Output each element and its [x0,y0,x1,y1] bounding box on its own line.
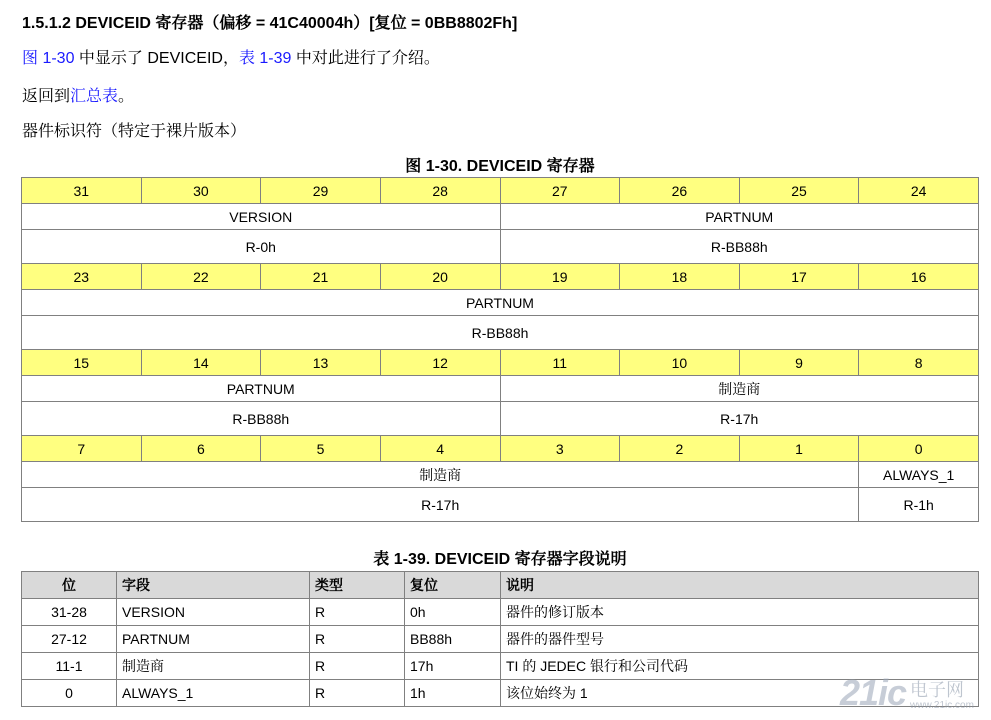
register-field-access: R-0h [22,230,501,264]
bit-number-cell: 31 [22,178,142,204]
bit-number-cell: 23 [22,264,142,290]
col-header-reset: 复位 [405,572,501,599]
register-description: 器件标识符（特定于裸片版本） [22,123,247,140]
bit-number-cell: 7 [22,436,142,462]
cell-type: R [310,680,405,707]
bit-number-cell: 21 [261,264,381,290]
watermark-cn-text: 电子网 [910,680,964,700]
bit-number-cell: 27 [500,178,620,204]
bit-number-row [22,264,979,290]
bit-number-row [22,436,979,462]
field-name-row [22,204,979,230]
bit-number-cell: 22 [141,264,261,290]
bit-number-cell: 18 [620,264,740,290]
field-name-row [22,462,979,488]
bit-number-cell: 14 [141,350,261,376]
cell-type: R [310,626,405,653]
bit-number-cell: 29 [261,178,381,204]
field-description-table [21,571,979,707]
register-field-name: VERSION [22,204,501,230]
table-header-row [22,572,979,599]
col-header-field: 字段 [117,572,310,599]
table-row [22,626,979,653]
cell-reset: 0h [405,599,501,626]
field-access-row [22,316,979,350]
cell-bit: 27-12 [22,626,117,653]
register-field-access: R-BB88h [500,230,979,264]
bit-number-cell: 5 [261,436,381,462]
bit-number-cell: 3 [500,436,620,462]
figure-link[interactable]: 图 1-30 [22,50,75,67]
bit-number-cell: 4 [380,436,500,462]
bit-number-cell: 28 [380,178,500,204]
bit-number-cell: 17 [739,264,859,290]
field-name-row [22,376,979,402]
cell-description: 器件的修订版本 [501,599,979,626]
register-field-access: R-1h [859,488,979,522]
field-name-row [22,290,979,316]
bit-number-cell: 20 [380,264,500,290]
table-row [22,680,979,707]
bit-number-row [22,178,979,204]
register-field-name: PARTNUM [500,204,979,230]
bit-number-cell: 0 [859,436,979,462]
cell-field: 制造商 [117,653,310,680]
bit-number-cell: 24 [859,178,979,204]
cell-type: R [310,653,405,680]
bit-number-row [22,350,979,376]
table-caption: 表 1-39. DEVICEID 寄存器字段说明 [373,551,627,568]
back-paragraph [22,83,134,106]
intro-text-end: 中对此进行了介绍。 [291,50,440,67]
bit-number-cell: 19 [500,264,620,290]
back-suffix: 。 [118,88,135,105]
cell-bit: 31-28 [22,599,117,626]
register-field-access: R-BB88h [22,316,979,350]
cell-reset: 17h [405,653,501,680]
table-link[interactable]: 表 1-39 [238,50,292,67]
bit-number-cell: 6 [141,436,261,462]
intro-paragraph [22,45,440,68]
cell-field: PARTNUM [117,626,310,653]
bit-number-cell: 1 [739,436,859,462]
table-row [22,599,979,626]
register-diagram [21,177,979,522]
section-heading: 1.5.1.2 DEVICEID 寄存器（偏移 = 41C40004h）[复位 = 0BB8802Fh] [22,15,518,32]
register-field-access: R-17h [500,402,979,436]
bit-number-cell: 9 [739,350,859,376]
col-header-description: 说明 [501,572,979,599]
cell-type: R [310,599,405,626]
bit-number-cell: 8 [859,350,979,376]
cell-field: ALWAYS_1 [117,680,310,707]
bit-number-cell: 30 [141,178,261,204]
field-access-row [22,402,979,436]
register-field-access: R-17h [22,488,859,522]
bit-number-cell: 10 [620,350,740,376]
bit-number-cell: 13 [261,350,381,376]
cell-reset: 1h [405,680,501,707]
watermark-url: www.21ic.com [910,700,974,711]
col-header-bit: 位 [22,572,117,599]
register-field-name: 制造商 [22,462,859,488]
bit-number-cell: 16 [859,264,979,290]
register-field-access: R-BB88h [22,402,501,436]
cell-description: TI 的 JEDEC 银行和公司代码 [501,653,979,680]
cell-description: 该位始终为 1 [501,680,979,707]
bit-number-cell: 15 [22,350,142,376]
cell-bit: 11-1 [22,653,117,680]
bit-number-cell: 26 [620,178,740,204]
bit-number-cell: 12 [380,350,500,376]
cell-field: VERSION [117,599,310,626]
watermark-logo-text: 21ic [840,672,907,713]
summary-table-link[interactable]: 汇总表 [70,88,119,105]
back-prefix: 返回到 [22,88,71,105]
bit-number-cell: 11 [500,350,620,376]
field-access-row [22,488,979,522]
register-field-name: 制造商 [500,376,979,402]
register-field-name: PARTNUM [22,376,501,402]
bit-number-cell: 2 [620,436,740,462]
bit-number-cell: 25 [739,178,859,204]
cell-reset: BB88h [405,626,501,653]
cell-description: 器件的器件型号 [501,626,979,653]
watermark-logo [838,672,988,716]
register-field-name: ALWAYS_1 [859,462,979,488]
cell-bit: 0 [22,680,117,707]
register-field-name: PARTNUM [22,290,979,316]
field-access-row [22,230,979,264]
table-row [22,653,979,680]
intro-text-mid: 中显示了 DEVICEID， [74,50,239,67]
figure-caption: 图 1-30. DEVICEID 寄存器 [405,158,595,175]
col-header-type: 类型 [310,572,405,599]
